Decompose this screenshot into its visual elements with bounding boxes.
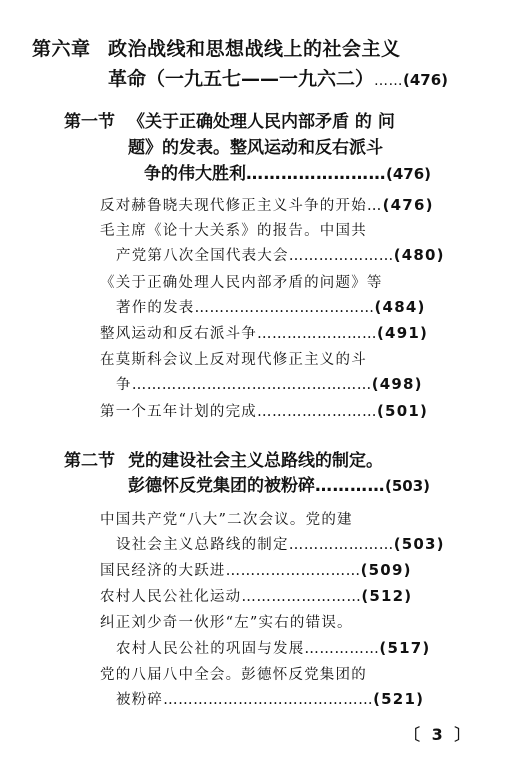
toc-entry-cont (116, 533, 445, 554)
chapter-page: (476) (403, 71, 449, 89)
toc-entry (100, 559, 412, 580)
section1-title-line3: 争的伟大胜利 (144, 164, 246, 184)
toc-entry (100, 585, 412, 606)
toc-entry-page: (491) (377, 324, 429, 342)
section1-label: 第一节 (64, 112, 115, 132)
toc-entry-dots: ………………… (288, 248, 394, 264)
toc-entry-cont (116, 688, 424, 709)
toc-entry-page: (517) (379, 639, 431, 657)
toc-entry-dots: ………………… (288, 537, 394, 553)
section2-label: 第二节 (64, 451, 115, 471)
toc-entry-text: 农村人民公社化运动 (100, 589, 242, 605)
page-number: 〔 3 〕 (404, 725, 474, 744)
toc-entry: 党的八届八中全会。彭德怀反党集团的 (100, 667, 367, 683)
toc-entry-text: 第一个五年计划的完成 (100, 404, 257, 420)
toc-entry-dots: …………………… (257, 326, 377, 342)
toc-entry-cont (116, 244, 445, 265)
chapter-dots: …… (374, 73, 404, 89)
toc-entry-dots: …………………………………… (163, 692, 374, 708)
section1-heading (64, 107, 395, 132)
toc-entry-page: (476) (382, 196, 434, 214)
toc-entry-dots: ……………………………… (194, 300, 375, 316)
toc-entry-dots: ……………………… (225, 563, 361, 579)
toc-entry (100, 400, 428, 421)
toc-entry-cont (116, 637, 430, 658)
toc-entry (100, 194, 434, 215)
chapter-number: 第六章 (32, 38, 91, 60)
toc-entry-text: 整风运动和反右派斗争 (100, 326, 257, 342)
toc-entry-page: (480) (393, 246, 445, 264)
section2-title-line2-row (128, 471, 430, 496)
toc-entry (100, 322, 428, 343)
toc-entry-cont (116, 373, 423, 394)
toc-entry-dots: ………………………………………… (131, 377, 372, 393)
section1-dots: …………………… (246, 164, 386, 184)
section2-title-line1: 党的建设社会主义总路线的制定。 (128, 451, 383, 471)
chapter-title-line1: 政治战线和思想战线上的社会主义 (108, 38, 401, 60)
toc-entry-text: 设社会主义总路线的制定 (116, 537, 289, 553)
chapter-title-line2-row (108, 64, 448, 91)
toc-entry: 《关于正确处理人民内部矛盾的问题》等 (100, 275, 383, 291)
toc-entry-dots: …………………… (241, 589, 362, 605)
toc-entry-text: 农村人民公社的巩固与发展 (116, 641, 305, 657)
toc-entry-page: (503) (393, 535, 445, 553)
section1-page: (476) (386, 165, 432, 183)
section1-title-line1: 《关于正确处理人民内部矛盾 的 问 (128, 112, 395, 132)
toc-entry-dots: …………… (304, 641, 380, 657)
toc-entry-text: 著作的发表 (116, 300, 195, 316)
toc-entry-text: 被粉碎 (116, 692, 164, 708)
toc-entry: 中国共产党“八大”二次会议。党的建 (100, 512, 353, 528)
toc-entry-page: (509) (360, 561, 412, 579)
toc-entry-page: (484) (374, 298, 426, 316)
toc-entry: 毛主席《论十大关系》的报告。中国共 (100, 223, 367, 239)
toc-entry-text: 产党第八次全国代表大会 (116, 248, 289, 264)
section1-title-line2: 题》的发表。整风运动和反右派斗 (128, 138, 383, 158)
chapter-heading (32, 34, 401, 61)
toc-entry-text: 反对赫鲁晓夫现代修正主义斗争的开始… (100, 198, 383, 214)
section1-title-line3-row (144, 159, 431, 184)
toc-entry-page: (512) (361, 587, 413, 605)
toc-entry-dots: …………………… (257, 404, 377, 420)
section2-heading (64, 446, 383, 471)
toc-entry: 纠正刘少奇一伙形“左”实右的错误。 (100, 615, 353, 631)
section2-title-line2: 彭德怀反党集团的被粉碎 (128, 476, 315, 496)
toc-entry-page: (501) (377, 402, 429, 420)
section2-page: (503) (385, 477, 431, 495)
toc-entry: 在莫斯科会议上反对现代修正主义的斗 (100, 352, 367, 368)
chapter-title-line2: 革命（一九五七——一九六二） (108, 68, 375, 90)
toc-entry-text: 国民经济的大跃进 (100, 563, 226, 579)
toc-entry-page: (498) (371, 375, 423, 393)
toc-entry-page: (521) (373, 690, 425, 708)
toc-entry-text: 争 (116, 377, 132, 393)
section2-dots: ………… (315, 476, 385, 496)
toc-entry-cont (116, 296, 426, 317)
